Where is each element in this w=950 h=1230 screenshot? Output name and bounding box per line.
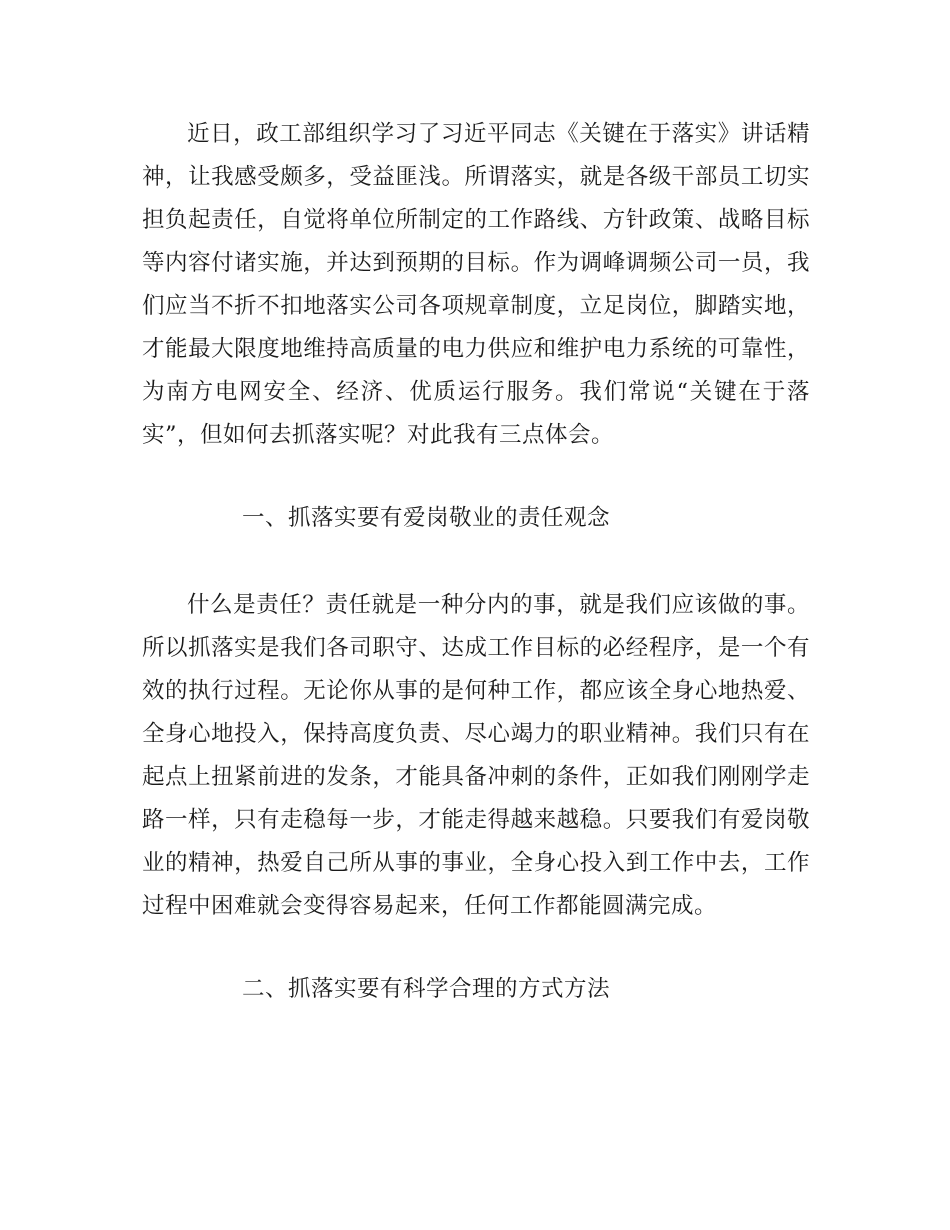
intro-paragraph: 近日，政工部组织学习了习近平同志《关键在于落实》讲话精神，让我感受颇多，受益匪浅。所谓落实，就是各级干部员工切实担负起责任，自觉将单位所制定的工作路线、方针政策、战略目标等内容付诸实施，并达到预期的目标。作为调峰调频公司一员，我们应当不折不扣地落实公司各项规章制度，立足岗位，脚踏实地，才能最大限度地维持高质量的电力供应和维护电力系统的可靠性，为南方电网安全、经济、优质运行服务。我们常说“关键在于落实”，但如何去抓落实呢？对此我有三点体会。 xyxy=(142,121,810,448)
paragraph-spacer xyxy=(142,540,810,584)
paragraph-spacer xyxy=(142,928,810,968)
paragraph-spacer xyxy=(142,457,810,497)
document-page xyxy=(142,113,810,1011)
section-1-paragraph: 什么是责任？责任就是一种分内的事，就是我们应该做的事。所以抓落实是我们各司职守、达成工作目标的必经程序，是一个有效的执行过程。无论你从事的是何种工作，都应该全身心地热爱、全身心地投入，保持高度负责、尽心竭力的职业精神。我们只有在起点上扭紧前进的发条，才能具备冲刺的条件，正如我们刚刚学走路一样，只有走稳每一步，才能走得越来越稳。只要我们有爱岗敬业的精神，热爱自己所从事的事业，全身心投入到工作中去，工作过程中困难就会变得容易起来，任何工作都能圆满完成。 xyxy=(142,592,810,919)
section-1-heading: 一、抓落实要有爱岗敬业的责任观念 xyxy=(242,505,611,531)
section-2-heading: 二、抓落实要有科学合理的方式方法 xyxy=(242,976,611,1002)
